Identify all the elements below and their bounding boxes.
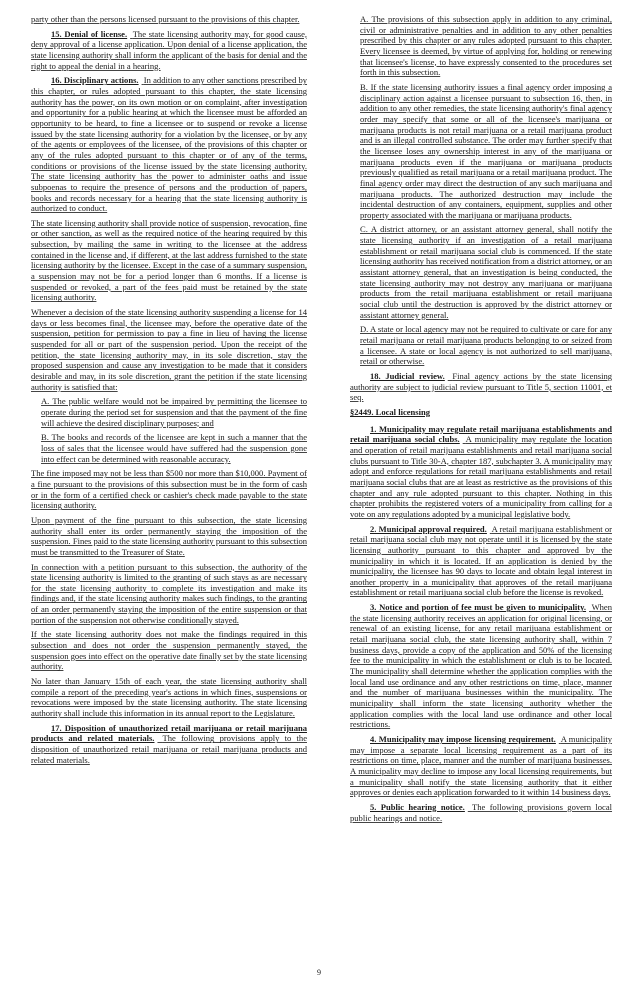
local-4-paragraph	[350, 734, 612, 798]
local-3-heading: 3. Notice and portion of fee must be given to municipality.	[370, 602, 587, 613]
section-18-text: Final agency actions by the state licensing authority are subject to judicial review pursuant to Title 5, section 11001, et seq.	[350, 371, 613, 403]
section-16-paragraph	[31, 75, 307, 214]
section-18-paragraph	[350, 371, 612, 403]
local-1-paragraph	[350, 424, 612, 520]
section-15-heading: 15. Denial of license.	[51, 28, 128, 39]
whenever-paragraph: Whenever a decision of the state licensing authority suspending a license for 14 days or less becomes final, the licensee may, before the operative date of the suspension, petition for permission to pay a fine in lieu of having the license suspended for all or part of the suspension period. Upon the receipt of the petition, the state licensing authority may, in its sole discretion, stay the proposed suspension and cause any investigation to be made that it considers desirable and may, in its sole discretion, grant the petition if the state licensing authority is satisfied that:	[31, 307, 307, 392]
local-1-heading: 1. Municipality may regulate retail marijuana establishments and retail marijuana social clubs.	[350, 423, 612, 445]
right-list-item-b: B. If the state licensing authority issues a final agency order imposing a disciplinary action against a licensee pursuant to subsection 16, then, in addition to any other remedies, the state licensing authority's final agency order may specify that some or all of the licensee's marijuana or marijuana products is not retail marijuana or a retail marijuana product and is an illegal controlled substance. The order may further specify that the licensee loses any ownership interest in any of the marijuana or marijuana products even if the marijuana or marijuana products previously qualified as retail marijuana or a retail marijuana product. The final agency order may direct the destruction of any such marijuana and marijuana products. The authorized destruction may include the incidental destruction of any containers, equipment, supplies and other property associated with the marijuana or marijuana products.	[360, 81, 612, 220]
local-4-heading: 4. Municipality may impose licensing requirement.	[370, 734, 556, 744]
annual-report-paragraph: No later than January 15th of each year, the state licensing authority shall compile a report of the preceding year's actions in which fines, suspensions or revocations were imposed by the state licensing authority. The state licensing authority shall include this information in its annual report to the Legislature.	[31, 676, 307, 719]
local-3-text: When the state licensing authority receives an application for original licensing, or renewal of an existing license, for any retail marijuana establishment or retail marijuana social club, the state licensing authority shall, within 7 business days, provide a copy of the application and 50% of the licensing fee to the municipality in which the establishment or club is to be located. The municipality shall determine whether the application complies with the local land use ordinance and any other restrictions on time, place, manner and the number of marijuana businesses within the municipality. The municipality shall inform the state licensing authority whether the application complies with the local land use ordinance and other local restrictions.	[350, 602, 613, 730]
notice-paragraph: The state licensing authority shall provide notice of suspension, revocation, fine or other sanction, as well as the required notice of the hearing required by this subsection, by mailing the same in writing to the licensee at the address contained in the license and, if different, at the last address furnished to the state licensing authority by the licensee. Except in the case of a summary suspension, a suspension may not be for a period longer than 6 months. If a license is suspended or revoked, a part of the fees paid must be retained by the state licensing authority.	[31, 217, 307, 303]
local-1-text: A municipality may regulate the location and operation of retail marijuana establishments and retail marijuana social clubs pursuant to Title 30-A, chapter 187, subchapter 3. A municipality may adopt and enforce regulations for retail marijuana establishments and retail marijuana social clubs that are at least as restrictive as the provisions of this chapter and any rule adopted pursuant to this chapter. Nothing in this chapter prohibits the registered voters of a municipality from calling for a vote on any regulations adopted by a municipal legislative body.	[350, 434, 613, 519]
local-2-paragraph	[350, 524, 612, 599]
right-column	[350, 14, 612, 827]
section-15-text: The state licensing authority may, for good cause, deny approval of a license application. Upon denial of a license application, the state licensing authority shall inform the applicant of the basis for denial and the right to appeal the denial in a hearing.	[31, 28, 307, 71]
upon-payment-paragraph: Upon payment of the fine pursuant to this subsection, the state licensing authority shall enter its order permanently staying the imposition of the suspension. Fines paid to the state licensing authority pursuant to this subsection must be transmitted to the Treasurer of State.	[31, 514, 307, 557]
right-list-item-c: C. A district attorney, or an assistant attorney general, shall notify the state licensing authority if an investigation of a retail marijuana establishment or retail marijuana social club is commenced. If the state licensing authority has received notification from a district attorney, or an assistant attorney general, that an investigation is being conducted, the state licensing authority may not destroy any marijuana or marijuana products from the retail marijuana establishment or retail marijuana social club until the destruction is approved by the district attorney or assistant attorney general.	[360, 224, 612, 320]
section-2449-title: §2449. Local licensing	[350, 406, 431, 417]
section-16-text: In addition to any other sanctions prescribed by this chapter, or rules adopted pursuant to this chapter, the state licensing authority has the power, on its own motion or on complaint, after investigation and opportunity for a public hearing at which the licensee must be afforded an opportunity to be heard, to fine a licensee or to suspend or revoke a license issued by the state licensing authority for a violation by the licensee, or by any of the agents or employees of the licensee, of the provisions of this chapter or any of the rules adopted pursuant to this chapter or of any of the terms, conditions or provisions of the license issued by the state licensing authority. The state licensing authority has the power to administer oaths and issue subpoenas to require the presence of persons and the production of papers, books and records necessary for a hearing that the state licensing authority is authorized to conduct.	[31, 75, 308, 214]
local-3-paragraph	[350, 602, 612, 730]
list-item-a: A. The public welfare would not be impaired by permitting the licensee to operate during the period set for suspension and that the payment of the fine will achieve the desired disciplinary purposes; and	[41, 396, 307, 428]
connection-paragraph: In connection with a petition pursuant to this subsection, the authority of the state licensing authority is limited to the granting of such stays as are necessary for the state licensing authority to complete its investigation and make its findings and, if the state licensing authority makes such findings, to the granting of an order permanently staying the imposition of the entire suspension or that portion of the suspension not otherwise conditionally stayed.	[31, 561, 307, 625]
intro-paragraph: party other than the persons licensed pursuant to the provisions of this chapter.	[31, 14, 300, 24]
local-5-text: The following provisions govern local public hearings and notice.	[350, 801, 613, 823]
right-list-item-a: A. The provisions of this subsection apply in addition to any criminal, civil or administrative penalties and in addition to any other penalties prescribed by this chapter or any rules adopted pursuant to this chapter. Every licensee is deemed, by virtue of applying for, holding or renewing that licensee's license, to have expressly consented to the procedures set forth in this subsection.	[360, 14, 612, 78]
section-16-heading: 16. Disciplinary actions.	[51, 75, 139, 86]
local-2-text: A retail marijuana establishment or retail marijuana social club may not operate until it is licensed by the state licensing authority pursuant to this chapter and approved by the municipality in which it is located. If an application is denied by the municipality, the licensee has 90 days to locate and obtain legal interest in another property in a municipality that approves of the retail marijuana establishment or retail marijuana social club before the license is revoked.	[350, 523, 612, 598]
local-2-heading: 2. Municipal approval required.	[370, 523, 487, 534]
right-list-item-d: D. A state or local agency may not be required to cultivate or care for any retail marijuana or retail marijuana products belonging to or seized from a licensee. A state or local agency is not authorized to sell marijuana, retail or otherwise.	[360, 324, 612, 367]
page-number: 9	[317, 968, 321, 977]
findings-paragraph: If the state licensing authority does not make the findings required in this subsection and does not order the suspension permanently stayed, the suspension goes into effect on the operative date finally set by the state licensing authority.	[31, 629, 307, 672]
local-5-paragraph	[350, 802, 612, 823]
section-15-paragraph	[31, 29, 307, 72]
section-18-heading: 18. Judicial review.	[370, 371, 445, 381]
list-item-b: B. The books and records of the licensee are kept in such a manner that the loss of sales that the licensee would have suffered had the suspension gone into effect can be determined with reasonable accuracy.	[41, 432, 307, 464]
left-column	[31, 14, 307, 769]
section-17-heading: 17. Disposition of unauthorized retail marijuana or retail marijuana products and related materials.	[31, 722, 307, 744]
local-4-text: A municipality may impose a separate local licensing requirement as a part of its restrictions on time, place, manner and the number of marijuana businesses. A municipality may decline to impose any local licensing requirements, but a municipality shall notify the state licensing authority that it either approves or denies each application forwarded to it within 14 business days.	[350, 734, 612, 798]
section-17-paragraph	[31, 723, 307, 766]
section-17-text: The following provisions apply to the disposition of unauthorized retail marijuana or retail marijuana products and related materials.	[31, 733, 307, 765]
fine-paragraph: The fine imposed may not be less than $500 nor more than $10,000. Payment of a fine pursuant to the provisions of this subsection must be in the form of cash or in the form of a certified check or cashier's check made payable to the state licensing authority.	[31, 468, 307, 511]
local-5-heading: 5. Public hearing notice.	[370, 801, 465, 812]
